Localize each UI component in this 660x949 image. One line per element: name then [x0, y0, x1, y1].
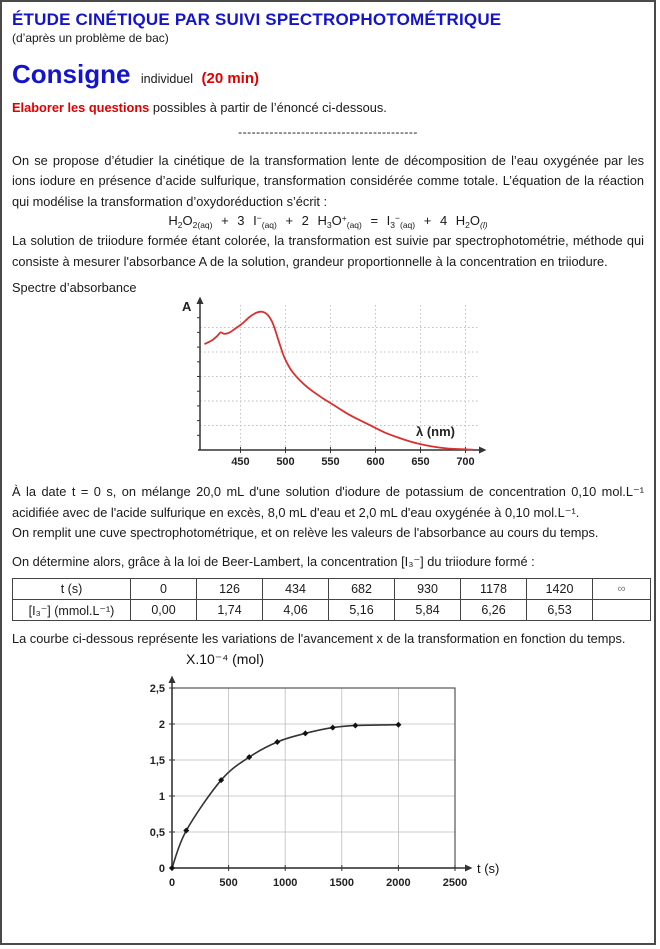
equation-segment: + 4 H [415, 213, 466, 229]
avancement-chart [130, 650, 508, 900]
paragraph-cuve: On remplit une cuve spectrophotométrique, et on relève les valeurs de l'absorbance au cours du temps. [12, 525, 599, 541]
table-row-header: t (s) [13, 579, 131, 600]
equation-segment: (l) [480, 220, 488, 231]
axes [150, 675, 473, 889]
equation-segment: 2 [465, 220, 470, 231]
table-cell: 0 [131, 579, 197, 600]
x-axis-tick-label: 550 [321, 456, 340, 469]
paragraph-courbe: La courbe ci-dessous représente les variations de l'avancement x de la transformation en fonction du temps. [12, 631, 626, 647]
page-title: ÉTUDE CINÉTIQUE PAR SUIVI SPECTROPHOTOMÉTRIQUE [12, 10, 502, 29]
table-row [13, 600, 651, 621]
equation-segment: 2(aq) [192, 220, 213, 231]
x-axis-tick-label: 650 [411, 456, 430, 469]
x-axis-tick-label: 1500 [329, 876, 355, 889]
page-subtitle: (d’après un problème de bac) [12, 31, 169, 45]
table-cell: 5,84 [395, 600, 461, 621]
x-axis-tick-label: 450 [231, 456, 250, 469]
x-axis-tick-label: 600 [366, 456, 385, 469]
table-row-header: [I₃⁻] (mmol.L⁻¹) [13, 600, 131, 621]
table-cell: 434 [263, 579, 329, 600]
equation-segment: + [341, 213, 347, 224]
y-axis-tick-label: 2,5 [149, 682, 165, 695]
consigne-duration: (20 min) [201, 70, 259, 87]
equation-segment: (aq) [400, 220, 416, 231]
equation-segment: − [395, 213, 400, 224]
table-cell: 0,00 [131, 600, 197, 621]
data-point-marker [169, 865, 175, 871]
table-cell: 1178 [461, 579, 527, 600]
table-cell: 6,53 [527, 600, 593, 621]
x-axis-tick-label: 500 [276, 456, 295, 469]
spectre-chart-container [170, 295, 644, 480]
consigne-mode: individuel [140, 72, 194, 86]
x-axis-arrow-icon [479, 447, 487, 454]
concentration-table-body [13, 579, 651, 621]
avancement-chart-container [130, 650, 644, 905]
data-point-marker [330, 724, 336, 730]
table-cell: 5,16 [329, 600, 395, 621]
y-axis-arrow-icon [169, 675, 176, 683]
x-axis-tick-label: 0 [168, 876, 176, 889]
equation-segment: 3 [390, 220, 396, 231]
gridlines [172, 688, 455, 868]
y-axis-tick-label: 2 [158, 718, 165, 731]
x-axis-label: t (s) [477, 860, 500, 876]
table-cell: 126 [197, 579, 263, 600]
table-cell: 682 [329, 579, 395, 600]
chart-title: X.10⁻⁴ (mol) [186, 650, 264, 667]
equation-segment: O [331, 213, 342, 229]
paragraph-intro: On se propose d’étudier la cinétique de la transformation lente de décomposition de l’eau oxygénée par les ions iodure en présence d’acide sulfurique, transformation considérée comme totale. L’équation de la réaction qui modélise la transformation d’oxydoréduction s’écrit : [12, 153, 644, 209]
equation-segment: O [469, 213, 481, 229]
x-axis-tick-label: 700 [456, 456, 475, 469]
spectre-absorbance-chart [170, 295, 492, 475]
table-cell: 930 [395, 579, 461, 600]
paragraph-beer: On détermine alors, grâce à la loi de Beer-Lambert, la concentration [I₃⁻] du triiodure formé : [12, 553, 535, 569]
data-point-marker [352, 722, 358, 728]
axes [182, 297, 487, 469]
equation-segment: (aq) [261, 220, 277, 231]
plot-box [172, 688, 455, 868]
data-point-marker [274, 739, 280, 745]
y-axis-tick-label: 0 [158, 862, 165, 875]
x-axis-tick-label: 2500 [442, 876, 468, 889]
table-cell: ∞ [593, 579, 651, 600]
x-axis-tick-label: 1000 [272, 876, 298, 889]
equation-segment: O [182, 213, 193, 229]
instruction-highlight: Elaborer les questions [12, 100, 150, 115]
equation-segment: + 3 I [212, 213, 257, 229]
equation-segment: (aq) [346, 220, 362, 231]
concentration-table [12, 578, 651, 621]
equation-segment: = I [361, 213, 391, 229]
spectre-label: Spectre d’absorbance [12, 280, 137, 296]
consigne-heading: Consigne [12, 59, 131, 89]
y-axis-tick-label: 1 [158, 790, 165, 803]
table-cell: 6,26 [461, 600, 527, 621]
equation-segment: − [256, 213, 262, 224]
y-axis-tick-label: 0,5 [149, 826, 165, 839]
x-axis-label: λ (nm) [416, 424, 455, 440]
table-cell: 4,06 [263, 600, 329, 621]
y-axis-label: A [182, 299, 192, 315]
reaction-equation [12, 213, 644, 230]
x-axis-tick-label: 500 [219, 876, 238, 889]
equation-segment: H [168, 213, 178, 229]
equation-segment: 2 [177, 220, 183, 231]
y-axis-tick-label: 1,5 [149, 754, 165, 767]
table-row [13, 579, 651, 600]
equation-segment: 3 [326, 220, 332, 231]
data-point-marker [302, 730, 308, 736]
equation-segment: + 2 H [276, 213, 327, 229]
table-cell: 1420 [527, 579, 593, 600]
table-cell: 1,74 [197, 600, 263, 621]
consigne-row [12, 59, 644, 90]
instruction-rest: possibles à partir de l’énoncé ci-dessous. [149, 100, 387, 115]
paragraph-melange: À la date t = 0 s, on mélange 20,0 mL d'une solution d'iodure de potassium de concentration 0,10 mol.L⁻¹ acidifiée avec de l'acide sulfurique en excès, 8,0 mL d'eau et 2,0 mL d'eau oxygénée à 0,10 mol.L⁻¹. [12, 484, 644, 520]
paragraph-suivi: La solution de triiodure formée étant colorée, la transformation est suivie par spectrophotométrie, méthode qui consiste à mesurer l'absorbance A de la solution, grandeur proportionnelle à la concentration en triiodure. [12, 233, 644, 269]
x-axis-arrow-icon [465, 864, 473, 871]
table-cell [593, 600, 651, 621]
instruction-line [12, 100, 644, 115]
data-point-marker [395, 721, 401, 727]
dashed-separator: ---------------------------------------- [238, 125, 418, 139]
x-axis-tick-label: 2000 [386, 876, 411, 889]
